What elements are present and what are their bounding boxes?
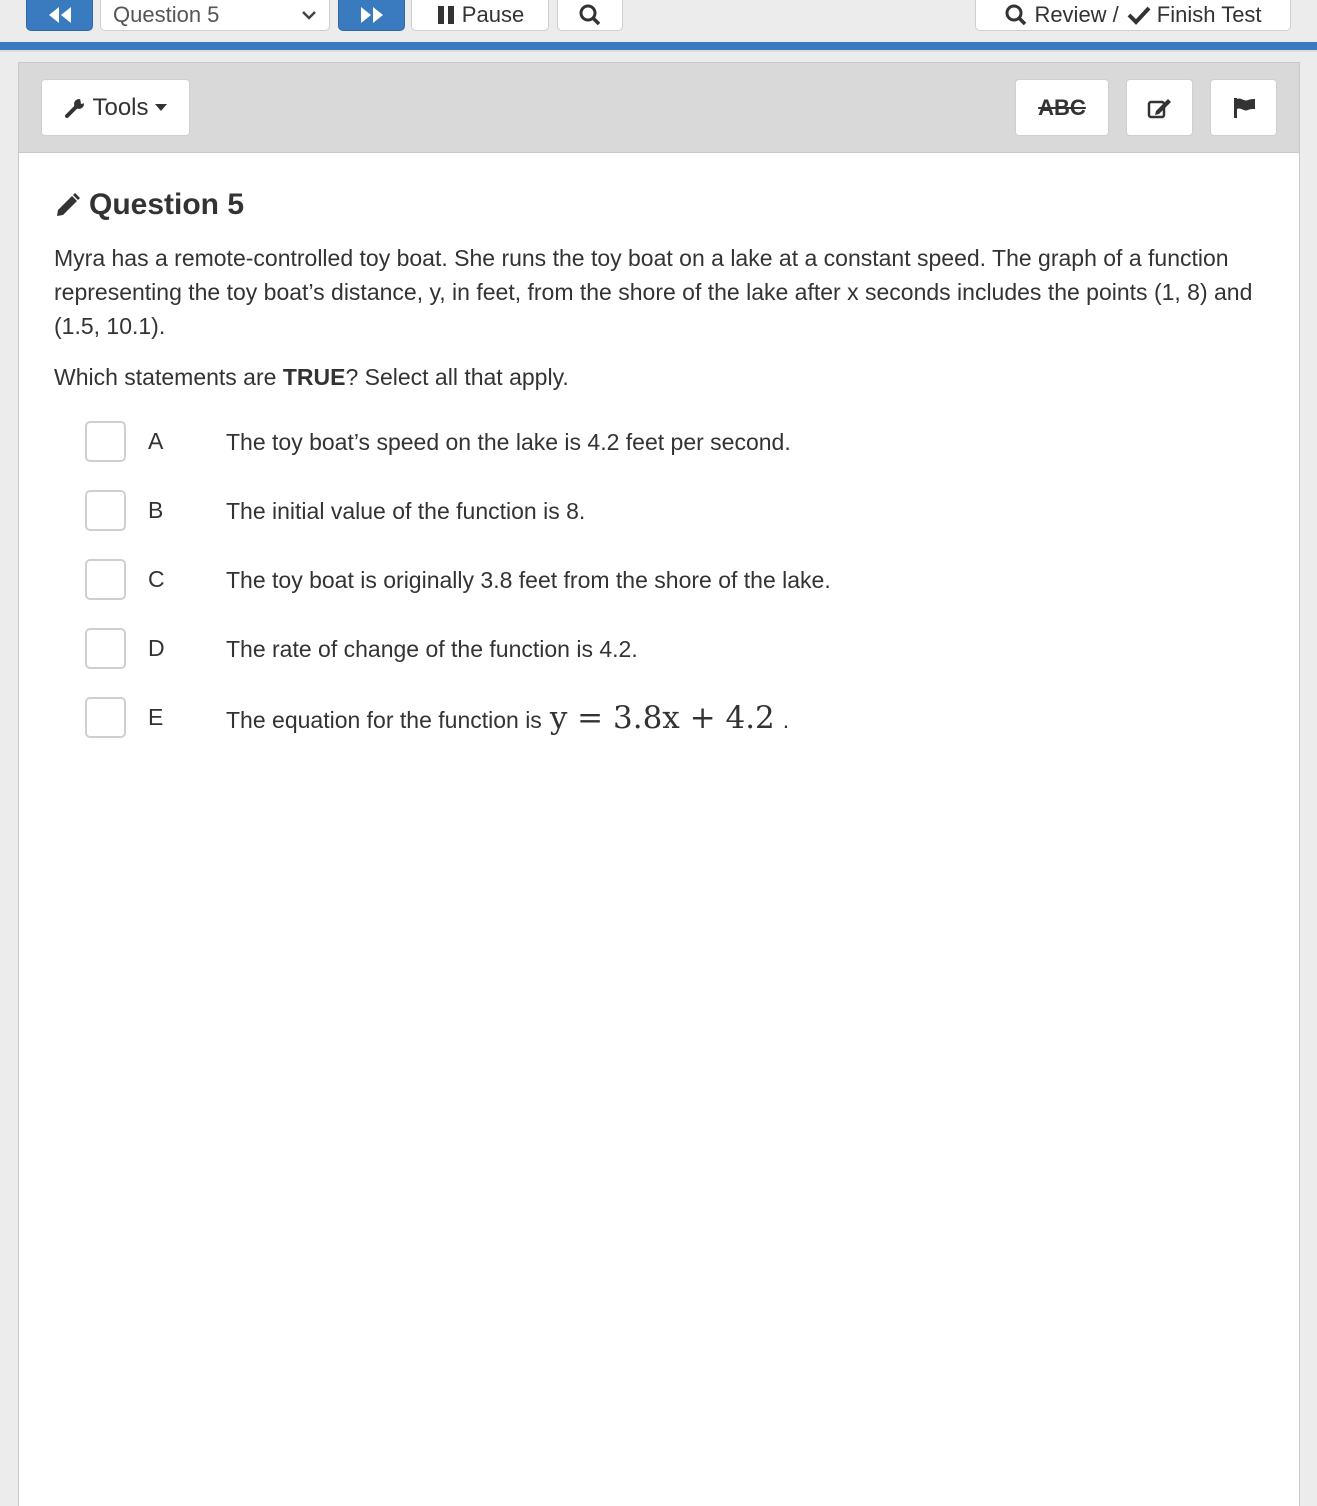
notes-button[interactable] xyxy=(1126,79,1193,136)
question-title-text: Question 5 xyxy=(89,188,245,221)
review-label: Review / xyxy=(1034,1,1119,27)
option-checkbox[interactable] xyxy=(85,490,126,531)
tools-label: Tools xyxy=(92,93,149,121)
option-letter: E xyxy=(148,704,164,730)
option-text xyxy=(226,697,789,742)
answer-option-e[interactable] xyxy=(85,697,1185,766)
option-letter: D xyxy=(148,635,165,661)
strikethrough-tool-button[interactable] xyxy=(1015,79,1109,136)
prompt-emphasis: TRUE xyxy=(282,364,346,390)
option-text: The initial value of the function is 8. xyxy=(226,498,586,524)
tools-menu-button[interactable] xyxy=(41,79,190,136)
answer-option-a[interactable] xyxy=(85,421,1185,490)
question-title xyxy=(54,183,1264,227)
answer-options xyxy=(85,421,1185,766)
forward-icon xyxy=(359,5,385,25)
pause-button[interactable] xyxy=(411,0,549,31)
option-letter: C xyxy=(148,566,165,592)
equation: y = 3.8x + 4.2 xyxy=(549,700,775,736)
question-stem: Myra has a remote-controlled toy boat. She runs the toy boat on a lake at a constant speed. The graph of a function representing the toy boat’s distance, y, in feet, from the shore of the lake after x seconds includes the points (1, 8) and (1.5, 10.1). xyxy=(54,245,1253,339)
toolbar-divider xyxy=(0,42,1317,52)
backward-icon xyxy=(47,5,73,25)
option-text: The toy boat is originally 3.8 feet from the shore of the lake. xyxy=(226,567,831,593)
previous-question-button[interactable] xyxy=(26,0,93,31)
answer-option-c[interactable] xyxy=(85,559,1185,628)
option-text: The toy boat’s speed on the lake is 4.2 feet per second. xyxy=(226,429,791,455)
wrench-icon xyxy=(64,97,86,119)
chevron-down-icon xyxy=(301,9,317,21)
option-text: The rate of change of the function is 4.2. xyxy=(226,636,638,662)
pencil-icon xyxy=(54,192,81,219)
question-prompt xyxy=(54,360,1264,394)
option-text-suffix: . xyxy=(782,707,790,733)
pause-icon xyxy=(436,5,456,25)
next-question-button[interactable] xyxy=(338,0,405,31)
top-toolbar xyxy=(0,0,1317,43)
flag-icon xyxy=(1232,97,1256,119)
option-letter: A xyxy=(148,428,164,454)
pause-label: Pause xyxy=(461,1,525,27)
option-text-prefix: The equation for the function is xyxy=(226,707,542,733)
check-icon xyxy=(1127,5,1151,25)
panel-header xyxy=(19,63,1299,153)
question-select[interactable] xyxy=(100,0,330,31)
option-letter: B xyxy=(148,497,164,523)
option-checkbox[interactable] xyxy=(85,628,126,669)
search-icon xyxy=(578,4,602,26)
question-content xyxy=(54,183,1264,394)
answer-option-b[interactable] xyxy=(85,490,1185,559)
option-checkbox[interactable] xyxy=(85,697,126,738)
option-checkbox[interactable] xyxy=(85,421,126,462)
review-finish-button[interactable] xyxy=(975,0,1291,31)
option-checkbox[interactable] xyxy=(85,559,126,600)
finish-label: Finish Test xyxy=(1156,1,1262,27)
prompt-after: ? Select all that apply. xyxy=(345,364,569,390)
edit-note-icon xyxy=(1147,97,1173,119)
search-button[interactable] xyxy=(557,0,623,31)
abc-label: ABC xyxy=(1038,94,1086,120)
flag-button[interactable] xyxy=(1210,79,1277,136)
search-icon xyxy=(1004,4,1028,26)
answer-option-d[interactable] xyxy=(85,628,1185,697)
question-panel xyxy=(18,62,1300,1506)
caret-down-icon xyxy=(155,104,167,112)
prompt-before: Which statements are xyxy=(54,364,283,390)
question-select-value: Question 5 xyxy=(113,1,220,27)
